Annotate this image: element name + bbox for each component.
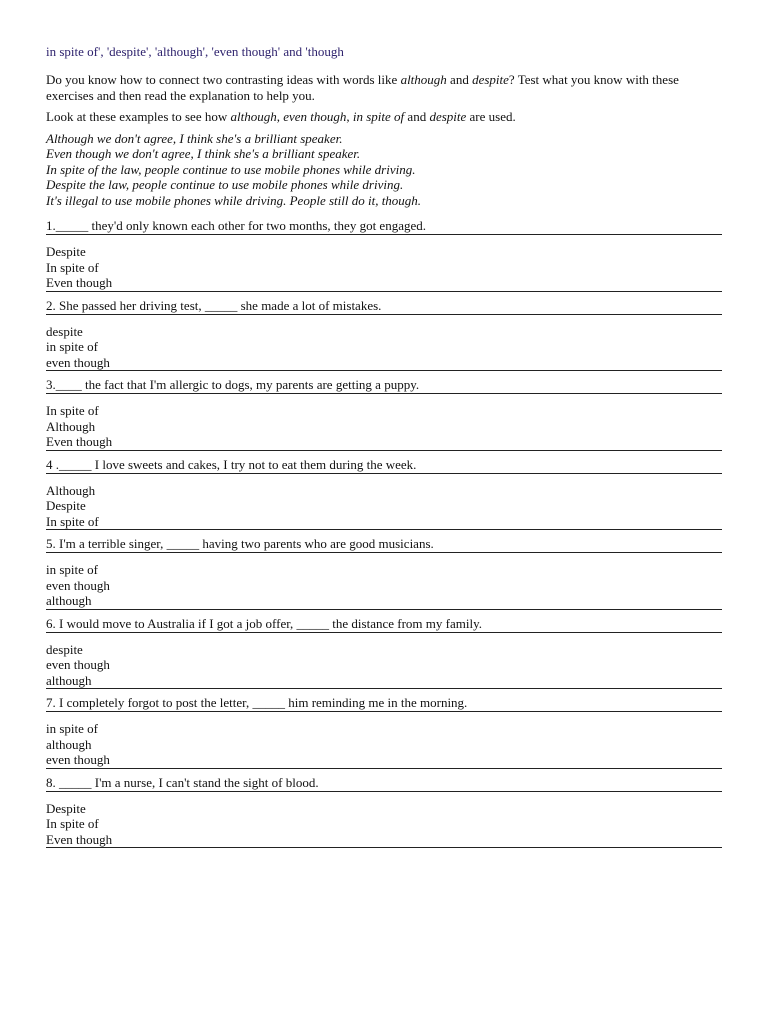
question-text: 6. I would move to Australia if I got a job offer, _____ the distance from my family. <box>46 617 722 633</box>
question-5 <box>46 537 722 610</box>
examples-intro <box>46 109 722 125</box>
answer-option[interactable]: although <box>46 672 92 688</box>
answer-option[interactable]: despite <box>46 641 83 657</box>
question-text: 4 ._____ I love sweets and cakes, I try not to eat them during the week. <box>46 458 722 474</box>
intro-text: , <box>276 109 284 124</box>
answer-option[interactable]: In spite of <box>46 403 99 418</box>
answer-options <box>46 403 722 451</box>
answer-option[interactable]: even though <box>46 354 110 370</box>
answer-option[interactable]: In spite of <box>46 816 99 831</box>
intro-text: Do you know how to connect two contrasting ideas with words like <box>46 72 401 87</box>
answer-option[interactable]: Despite <box>46 244 86 259</box>
intro-keyword: despite <box>429 109 467 124</box>
intro-text: and <box>446 72 473 87</box>
answer-option[interactable]: In spite of <box>46 513 99 529</box>
example-sentence: It's illegal to use mobile phones while driving. People still do it, though. <box>46 192 422 208</box>
answer-option[interactable]: Although <box>46 418 96 434</box>
question-2 <box>46 299 722 372</box>
intro-text: ? Test what you know with these exercises and then read the explanation to help you. <box>46 72 679 103</box>
question-text: 3.____ the fact that I'm allergic to dogs, my parents are getting a puppy. <box>46 378 722 394</box>
answer-options <box>46 244 722 292</box>
question-4 <box>46 458 722 531</box>
answer-option[interactable]: even though <box>46 657 110 672</box>
question-8 <box>46 776 722 849</box>
example-sentences <box>46 131 722 209</box>
answer-options <box>46 801 722 849</box>
question-text: 5. I'm a terrible singer, _____ having two parents who are good musicians. <box>46 537 722 553</box>
answer-options <box>46 562 722 610</box>
answer-options <box>46 721 722 769</box>
intro-keyword: although <box>400 72 447 87</box>
answer-option[interactable]: Despite <box>46 800 86 816</box>
answer-options <box>46 642 722 690</box>
answer-option[interactable]: despite <box>46 323 83 339</box>
intro-paragraph <box>46 72 722 103</box>
answer-option[interactable]: Although <box>46 482 96 498</box>
answer-option[interactable]: even though <box>46 752 110 767</box>
answer-option[interactable]: Despite <box>46 498 86 513</box>
example-sentence: In spite of the law, people continue to use mobile phones while driving. <box>46 161 416 177</box>
answer-option[interactable]: although <box>46 593 92 608</box>
question-text: 8. _____ I'm a nurse, I can't stand the sight of blood. <box>46 776 722 792</box>
question-7 <box>46 696 722 769</box>
example-sentence: Although we don't agree, I think she's a brilliant speaker. <box>46 130 343 146</box>
intro-text: are used. <box>466 109 516 124</box>
question-6 <box>46 617 722 690</box>
answer-option[interactable]: In spite of <box>46 259 99 275</box>
intro-keyword: despite <box>472 72 509 87</box>
answer-option[interactable]: in spite of <box>46 721 98 736</box>
example-sentence: Despite the law, people continue to use mobile phones while driving. <box>46 177 404 192</box>
question-text: 7. I completely forgot to post the letter, _____ him reminding me in the morning. <box>46 696 722 712</box>
example-sentence: Even though we don't agree, I think she's a brilliant speaker. <box>46 146 361 161</box>
answer-option[interactable]: although <box>46 736 92 752</box>
intro-text: Look at these examples to see how <box>46 109 231 124</box>
question-1 <box>46 219 722 292</box>
question-text: 2. She passed her driving test, _____ she made a lot of mistakes. <box>46 299 722 315</box>
question-3 <box>46 378 722 451</box>
intro-text: , <box>346 109 353 124</box>
answer-option[interactable]: Even though <box>46 434 113 449</box>
intro-keyword: although <box>230 109 277 124</box>
answer-option[interactable]: even though <box>46 577 110 593</box>
answer-options <box>46 483 722 531</box>
intro-keyword: in spite of <box>352 109 405 124</box>
answer-option[interactable]: in spite of <box>46 562 98 577</box>
answer-option[interactable]: in spite of <box>46 339 98 354</box>
answer-option[interactable]: Even though <box>46 831 113 847</box>
question-text: 1._____ they'd only known each other for two months, they got engaged. <box>46 219 722 235</box>
intro-text: and <box>404 109 430 124</box>
page-title: in spite of', 'despite', 'although', 'even though' and 'though <box>46 44 344 59</box>
answer-options <box>46 324 722 372</box>
intro-keyword: even though <box>283 109 347 124</box>
answer-option[interactable]: Even though <box>46 275 113 290</box>
